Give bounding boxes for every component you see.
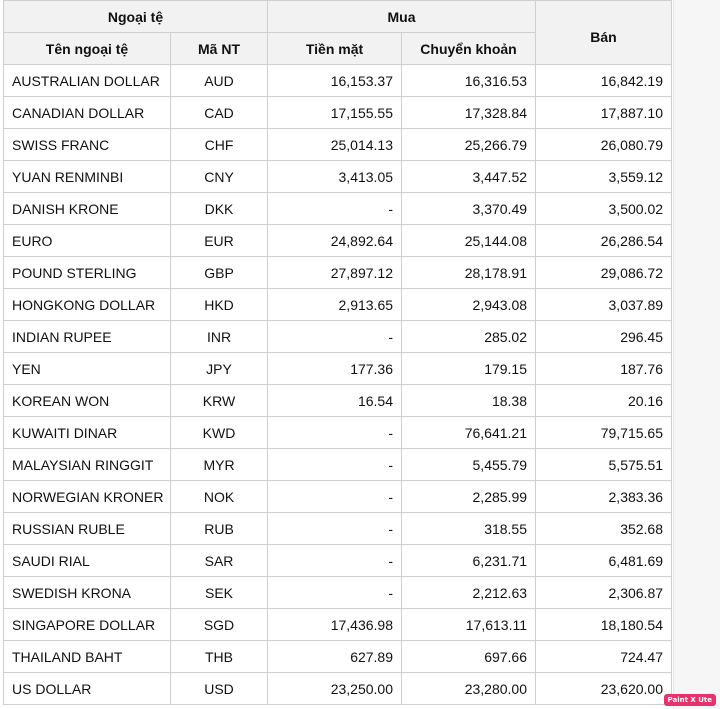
transfer-buy-cell: 179.15: [402, 353, 536, 385]
exchange-rate-table: [3, 0, 672, 705]
cash-buy-cell: 16,153.37: [268, 65, 402, 97]
currency-code-cell: CAD: [171, 97, 268, 129]
table-row: [4, 321, 672, 353]
transfer-buy-cell: 3,447.52: [402, 161, 536, 193]
sell-cell: 187.76: [536, 353, 672, 385]
transfer-buy-cell: 25,144.08: [402, 225, 536, 257]
cash-buy-cell: -: [268, 513, 402, 545]
table-row: [4, 513, 672, 545]
cash-buy-cell: 23,250.00: [268, 673, 402, 705]
currency-code-cell: JPY: [171, 353, 268, 385]
table-row: [4, 97, 672, 129]
table-row: [4, 129, 672, 161]
sell-cell: 5,575.51: [536, 449, 672, 481]
header-row-groups: [4, 1, 672, 33]
cash-buy-cell: 627.89: [268, 641, 402, 673]
currency-name-cell: INDIAN RUPEE: [4, 321, 171, 353]
cash-buy-cell: 17,155.55: [268, 97, 402, 129]
cash-buy-cell: 16.54: [268, 385, 402, 417]
transfer-buy-cell: 16,316.53: [402, 65, 536, 97]
header-cash: Tiền mặt: [268, 33, 402, 65]
transfer-buy-cell: 76,641.21: [402, 417, 536, 449]
sell-cell: 18,180.54: [536, 609, 672, 641]
currency-name-cell: SINGAPORE DOLLAR: [4, 609, 171, 641]
transfer-buy-cell: 3,370.49: [402, 193, 536, 225]
currency-name-cell: CANADIAN DOLLAR: [4, 97, 171, 129]
currency-name-cell: US DOLLAR: [4, 673, 171, 705]
currency-name-cell: KUWAITI DINAR: [4, 417, 171, 449]
cash-buy-cell: -: [268, 577, 402, 609]
side-strip: [673, 0, 720, 709]
table-row: [4, 161, 672, 193]
cash-buy-cell: 25,014.13: [268, 129, 402, 161]
table-row: [4, 609, 672, 641]
currency-code-cell: THB: [171, 641, 268, 673]
sell-cell: 2,383.36: [536, 481, 672, 513]
sell-cell: 3,559.12: [536, 161, 672, 193]
transfer-buy-cell: 23,280.00: [402, 673, 536, 705]
transfer-buy-cell: 25,266.79: [402, 129, 536, 161]
cash-buy-cell: -: [268, 417, 402, 449]
transfer-buy-cell: 318.55: [402, 513, 536, 545]
cash-buy-cell: -: [268, 545, 402, 577]
currency-code-cell: KRW: [171, 385, 268, 417]
sell-cell: 3,500.02: [536, 193, 672, 225]
table-row: [4, 577, 672, 609]
currency-code-cell: SAR: [171, 545, 268, 577]
sell-cell: 2,306.87: [536, 577, 672, 609]
table-row: [4, 545, 672, 577]
transfer-buy-cell: 2,212.63: [402, 577, 536, 609]
table-row: [4, 385, 672, 417]
currency-name-cell: KOREAN WON: [4, 385, 171, 417]
header-currency-group: Ngoại tệ: [4, 1, 268, 33]
currency-code-cell: HKD: [171, 289, 268, 321]
currency-name-cell: SAUDI RIAL: [4, 545, 171, 577]
cash-buy-cell: 27,897.12: [268, 257, 402, 289]
currency-name-cell: THAILAND BAHT: [4, 641, 171, 673]
table-row: [4, 353, 672, 385]
sell-cell: 6,481.69: [536, 545, 672, 577]
transfer-buy-cell: 285.02: [402, 321, 536, 353]
table-row: [4, 673, 672, 705]
sell-cell: 724.47: [536, 641, 672, 673]
currency-code-cell: CNY: [171, 161, 268, 193]
cash-buy-cell: -: [268, 449, 402, 481]
sell-cell: 26,286.54: [536, 225, 672, 257]
currency-code-cell: GBP: [171, 257, 268, 289]
cash-buy-cell: 24,892.64: [268, 225, 402, 257]
table-row: [4, 65, 672, 97]
currency-name-cell: SWEDISH KRONA: [4, 577, 171, 609]
currency-code-cell: CHF: [171, 129, 268, 161]
sell-cell: 23,620.00: [536, 673, 672, 705]
sell-cell: 79,715.65: [536, 417, 672, 449]
table-row: [4, 417, 672, 449]
currency-name-cell: SWISS FRANC: [4, 129, 171, 161]
transfer-buy-cell: 18.38: [402, 385, 536, 417]
transfer-buy-cell: 6,231.71: [402, 545, 536, 577]
header-buy-group: Mua: [268, 1, 536, 33]
header-currency-code: Mã NT: [171, 33, 268, 65]
sell-cell: 296.45: [536, 321, 672, 353]
header-sell: Bán: [536, 1, 672, 65]
currency-name-cell: YEN: [4, 353, 171, 385]
sell-cell: 26,080.79: [536, 129, 672, 161]
table-row: [4, 641, 672, 673]
currency-name-cell: EURO: [4, 225, 171, 257]
sell-cell: 3,037.89: [536, 289, 672, 321]
currency-name-cell: YUAN RENMINBI: [4, 161, 171, 193]
currency-name-cell: POUND STERLING: [4, 257, 171, 289]
table-row: [4, 481, 672, 513]
currency-code-cell: INR: [171, 321, 268, 353]
currency-code-cell: SGD: [171, 609, 268, 641]
currency-code-cell: AUD: [171, 65, 268, 97]
currency-code-cell: KWD: [171, 417, 268, 449]
table-body: [4, 65, 672, 705]
table-row: [4, 289, 672, 321]
transfer-buy-cell: 697.66: [402, 641, 536, 673]
transfer-buy-cell: 28,178.91: [402, 257, 536, 289]
sell-cell: 20.16: [536, 385, 672, 417]
currency-code-cell: SEK: [171, 577, 268, 609]
table-row: [4, 449, 672, 481]
currency-name-cell: RUSSIAN RUBLE: [4, 513, 171, 545]
currency-name-cell: MALAYSIAN RINGGIT: [4, 449, 171, 481]
currency-name-cell: NORWEGIAN KRONER: [4, 481, 171, 513]
header-transfer: Chuyển khoản: [402, 33, 536, 65]
sell-cell: 17,887.10: [536, 97, 672, 129]
currency-code-cell: EUR: [171, 225, 268, 257]
watermark-badge: Paint X Ute: [664, 694, 716, 706]
table-row: [4, 225, 672, 257]
cash-buy-cell: -: [268, 321, 402, 353]
cash-buy-cell: -: [268, 481, 402, 513]
currency-code-cell: NOK: [171, 481, 268, 513]
currency-code-cell: DKK: [171, 193, 268, 225]
transfer-buy-cell: 17,328.84: [402, 97, 536, 129]
cash-buy-cell: 17,436.98: [268, 609, 402, 641]
cash-buy-cell: 3,413.05: [268, 161, 402, 193]
currency-name-cell: DANISH KRONE: [4, 193, 171, 225]
cash-buy-cell: 2,913.65: [268, 289, 402, 321]
cash-buy-cell: -: [268, 193, 402, 225]
cash-buy-cell: 177.36: [268, 353, 402, 385]
transfer-buy-cell: 2,285.99: [402, 481, 536, 513]
transfer-buy-cell: 17,613.11: [402, 609, 536, 641]
currency-code-cell: MYR: [171, 449, 268, 481]
table-row: [4, 257, 672, 289]
header-currency-name: Tên ngoại tệ: [4, 33, 171, 65]
currency-code-cell: USD: [171, 673, 268, 705]
currency-name-cell: HONGKONG DOLLAR: [4, 289, 171, 321]
currency-name-cell: AUSTRALIAN DOLLAR: [4, 65, 171, 97]
sell-cell: 352.68: [536, 513, 672, 545]
transfer-buy-cell: 2,943.08: [402, 289, 536, 321]
transfer-buy-cell: 5,455.79: [402, 449, 536, 481]
sell-cell: 16,842.19: [536, 65, 672, 97]
sell-cell: 29,086.72: [536, 257, 672, 289]
table-row: [4, 193, 672, 225]
currency-code-cell: RUB: [171, 513, 268, 545]
